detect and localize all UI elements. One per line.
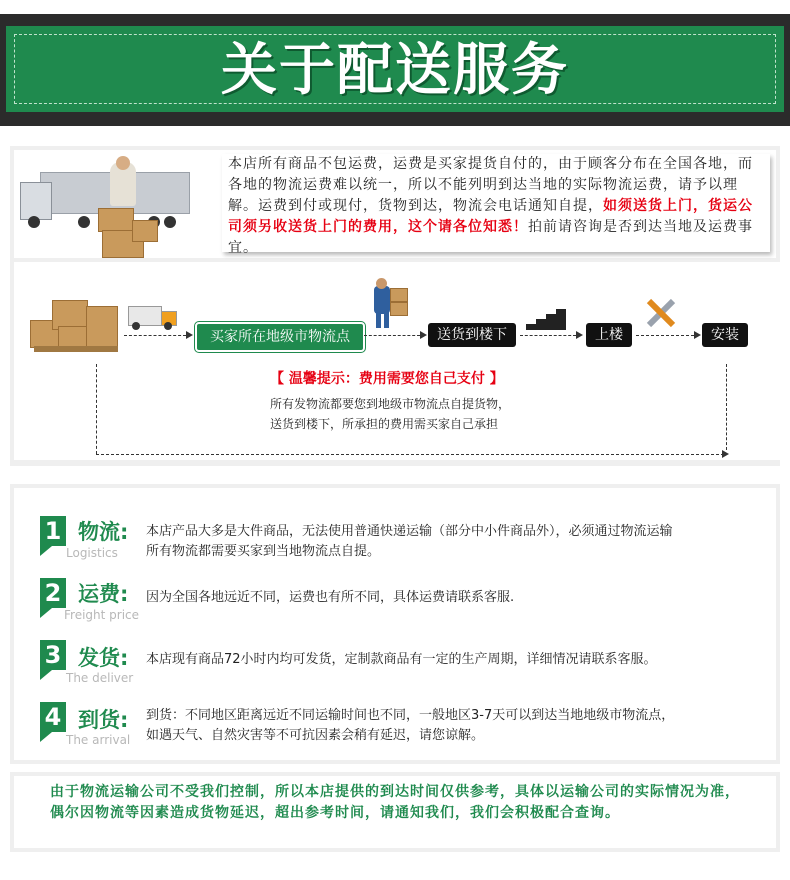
flow-step-downstairs: 送货到楼下 [428, 323, 516, 347]
flow-arrow-icon [694, 331, 701, 339]
item-subtitle: Logistics [66, 546, 118, 560]
flow-step-pickup-point: 买家所在地级市物流点 [195, 322, 365, 352]
flow-arrow-icon [186, 331, 193, 339]
flow-note-line: 所有发物流都要您到地级市物流点自提货物， [270, 397, 511, 411]
item-text-line: 如遇天气、自然灾害等不可抗因素会稍有延迟，请您谅解。 [146, 728, 485, 743]
flow-connector [520, 335, 576, 336]
intro-text-tail: 拍前请咨询是否到达当地及运费事宜。 [228, 219, 753, 256]
flow-loop-line [96, 454, 724, 455]
flow-connector [124, 335, 186, 336]
flow-loop-line [96, 364, 97, 454]
stairs-icon [526, 308, 566, 330]
flow-connector [636, 335, 694, 336]
item-text-line: 所有物流都需要买家到当地物流点自提。 [146, 544, 381, 559]
item-number-badge: 2 [40, 578, 66, 608]
flow-arrow-icon [722, 450, 729, 458]
item-subtitle: The deliver [66, 671, 134, 685]
item-text-line: 到货：不同地区距离远近不同运输时间也不同，一般地区3-7天可以到达当地地级市物流点， [146, 708, 675, 723]
flow-arrow-icon [576, 331, 583, 339]
flow-loop-line [726, 364, 727, 450]
badge-tail [40, 670, 52, 680]
warning-tip: 【 温馨提示：费用需要您自己支付 】 [270, 371, 504, 387]
worker-icon [366, 278, 408, 328]
intro-text-normal: 本店所有商品不包运费，运费是买家提货自付的，由于顾客分布在全国各地，而各地的物流运费难以统一，所以不能列明到达当地的实际物流运费，请予以理解。运费到付或现付，货物到达，物流会电话通知自提， [228, 156, 753, 214]
small-truck-icon [128, 306, 178, 330]
item-text [146, 522, 673, 562]
item-number-badge: 4 [40, 702, 66, 732]
item-number-badge: 1 [40, 516, 66, 546]
truck-icon [18, 160, 213, 260]
flow-connector [364, 335, 420, 336]
item-text [146, 650, 657, 670]
footer-disclaimer: 由于物流运输公司不受我们控制，所以本店提供的到达时间仅供参考，具体以运输公司的实际情况为准，偶尔因物流等因素造成货物延迟，超出参考时间，请通知我们，我们会积极配合查询。 [50, 784, 740, 821]
tools-icon [644, 296, 678, 330]
page-title: 关于配送服务 [221, 38, 569, 103]
flow-note-line: 送货到楼下，所承担的费用需买家自己承担 [270, 417, 499, 431]
item-number-badge: 3 [40, 640, 66, 670]
intro-text [222, 154, 770, 256]
item-text [146, 588, 514, 608]
badge-tail [40, 732, 52, 742]
badge-tail [40, 546, 52, 556]
item-title: 到货: [78, 708, 129, 732]
item-text-line: 本店产品大多是大件商品，无法使用普通快递运输（部分中小件商品外），必须通过物流运输 [146, 524, 673, 539]
boxes-pallet-icon [30, 296, 122, 354]
flow-step-upstairs: 上楼 [586, 323, 632, 347]
item-title: 运费: [78, 582, 129, 606]
item-text-line: 因为全国各地远近不同，运费也有所不同，具体运费请联系客服. [146, 590, 515, 605]
item-title: 物流: [78, 520, 129, 544]
flow-note [270, 394, 510, 434]
item-subtitle: Freight price [64, 608, 140, 622]
flow-arrow-icon [420, 331, 427, 339]
badge-tail [40, 608, 52, 618]
item-text-line: 本店现有商品72小时内均可发货，定制款商品有一定的生产周期，详细情况请联系客服。 [146, 652, 657, 667]
item-text [146, 706, 674, 746]
intro-text-red: 如须送货上门，货运公司须另收送货上门的费用，这个请各位知悉！ [228, 198, 753, 235]
item-subtitle: The arrival [66, 733, 131, 747]
item-title: 发货: [78, 646, 129, 670]
flow-step-install: 安装 [702, 323, 748, 347]
